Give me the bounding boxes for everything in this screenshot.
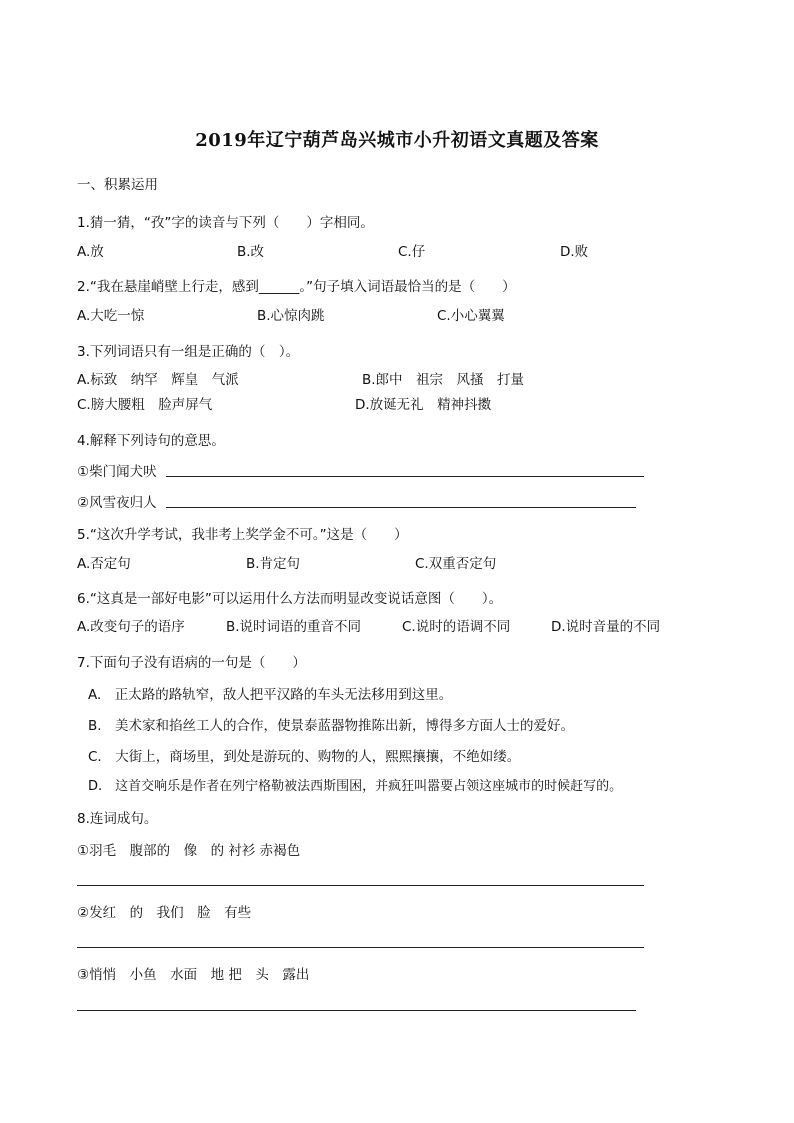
- question-5-stem: 5.“这次升学考试，我非考上奖学金不可。”这是（ ）: [77, 527, 408, 543]
- q6-option-a[interactable]: A.改变句子的语序: [77, 619, 185, 635]
- q1-option-b[interactable]: B.改: [237, 244, 265, 260]
- q4-item-2: ②风雪夜归人: [77, 495, 157, 511]
- page-title: 2019年辽宁葫芦岛兴城市小升初语文真题及答案: [195, 130, 599, 151]
- question-1-stem: 1.猜一猜，“孜”字的读音与下列（ ）字相同。: [77, 215, 374, 231]
- q7-option-d[interactable]: D. 这首交响乐是作者在列宁格勒被法西斯围困，并疯狂叫嚣要占领这座城市的时候赶写的。: [88, 779, 623, 794]
- q6-option-b[interactable]: B.说时词语的重音不同: [226, 619, 362, 635]
- q6-option-d[interactable]: D.说时音量的不同: [551, 619, 661, 635]
- q7-option-c[interactable]: C. 大街上，商场里，到处是游玩的、购物的人，熙熙攘攘，不绝如缕。: [88, 749, 521, 765]
- q2-option-b[interactable]: B.心惊肉跳: [257, 308, 325, 324]
- q3-option-a[interactable]: A.标致 纳罕 辉皇 气派: [77, 372, 239, 388]
- q5-option-a[interactable]: A.否定句: [77, 556, 131, 572]
- q1-option-a[interactable]: A.放: [77, 244, 104, 260]
- question-3-stem: 3.下列词语只有一组是正确的（ ）。: [77, 344, 300, 360]
- answer-line[interactable]: [166, 476, 644, 477]
- question-7-stem: 7.下面句子没有语病的一句是（ ）: [77, 655, 306, 671]
- q2-option-c[interactable]: C.小心翼翼: [437, 308, 505, 324]
- section-heading: 一、积累运用: [77, 177, 158, 193]
- question-4-stem: 4.解释下列诗句的意思。: [77, 433, 225, 449]
- answer-line[interactable]: [77, 885, 644, 886]
- answer-line[interactable]: [77, 947, 644, 948]
- question-2-stem: 2.“我在悬崖峭壁上行走，感到______。”句子填入词语最恰当的是（ ）: [77, 279, 516, 295]
- q2-option-a[interactable]: A.大吃一惊: [77, 308, 145, 324]
- question-6-stem: 6.“这真是一部好电影”可以运用什么方法而明显改变说话意图（ ）。: [77, 591, 503, 607]
- answer-line[interactable]: [166, 507, 636, 508]
- q8-item-3: ③悄悄 小鱼 水面 地 把 头 露出: [77, 967, 310, 983]
- q8-item-2: ②发红 的 我们 脸 有些: [77, 905, 252, 921]
- q6-option-c[interactable]: C.说时的语调不同: [402, 619, 511, 635]
- answer-line[interactable]: [77, 1010, 636, 1011]
- q3-option-d[interactable]: D.放诞无礼 精神抖擞: [355, 397, 492, 413]
- q5-option-b[interactable]: B.肯定句: [246, 556, 301, 572]
- q4-item-1: ①柴门闻犬吠: [77, 464, 157, 480]
- q5-option-c[interactable]: C.双重否定句: [415, 556, 497, 572]
- q3-option-b[interactable]: B.郎中 祖宗 风搔 打量: [362, 372, 525, 388]
- q3-option-c[interactable]: C.膀大腰粗 脸声屏气: [77, 397, 213, 413]
- q1-option-c[interactable]: C.仔: [398, 244, 426, 260]
- q8-item-1: ①羽毛 腹部的 像 的 衬衫 赤褐色: [77, 843, 301, 859]
- question-8-stem: 8.连词成句。: [77, 811, 158, 827]
- q7-option-b[interactable]: B. 美术家和掐丝工人的合作，使景泰蓝器物推陈出新，博得多方面人士的爱好。: [88, 718, 575, 734]
- q7-option-a[interactable]: A. 正太路的路轨窄，敌人把平汉路的车头无法移用到这里。: [88, 687, 453, 703]
- q1-option-d[interactable]: D.败: [560, 244, 589, 260]
